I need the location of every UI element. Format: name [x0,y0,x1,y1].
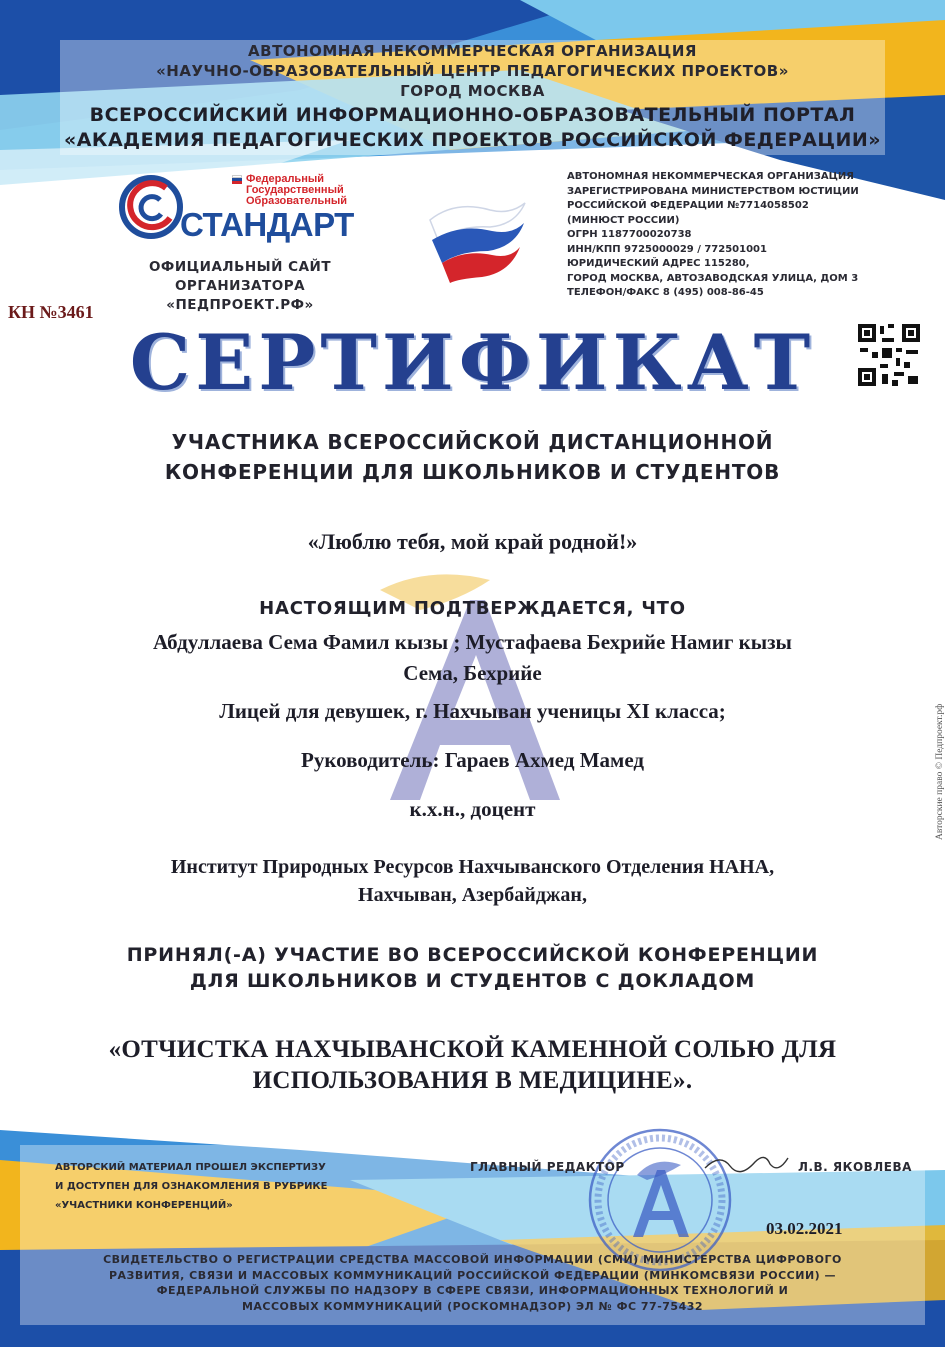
standard-emblem-icon [118,174,184,240]
expertise-line-1: АВТОРСКИЙ МАТЕРИАЛ ПРОШЕЛ ЭКСПЕРТИЗУ [55,1162,326,1173]
issue-date: 03.02.2021 [766,1219,843,1238]
org-line-1: АВТОНОМНАЯ НЕКОММЕРЧЕСКАЯ ОРГАНИЗАЦИЯ [248,42,697,60]
standard-tag-line-2: Государственный [246,184,344,196]
registration-line: РОССИЙСКОЙ ФЕДЕРАЦИИ №7714058502 [567,200,809,211]
registration-line: ГОРОД МОСКВА, АВТОЗАВОДСКАЯ УЛИЦА, ДОМ 3 [567,272,859,284]
expertise-line-2: И ДОСТУПЕН ДЛЯ ОЗНАКОМЛЕНИЯ В РУБРИКЕ [55,1181,328,1192]
registration-block [567,170,937,301]
participation-line-1: ПРИНЯЛ(-А) УЧАСТИЕ ВО ВСЕРОССИЙСКОЙ КОНФЕРЕНЦИИ [126,944,819,966]
subtitle-line-1: УЧАСТНИКА ВСЕРОССИЙСКОЙ ДИСТАНЦИОННОЙ [171,430,774,454]
expertise-block [55,1158,395,1215]
russian-flag-ribbon-icon [420,195,530,285]
media-registration [0,1252,945,1314]
subtitle-line-2: КОНФЕРЕНЦИИ ДЛЯ ШКОЛЬНИКОВ И СТУДЕНТОВ [164,460,781,484]
standard-tag-line-1: Федеральный [246,173,324,185]
media-line-2: РАЗВИТИЯ, СВЯЗИ И МАССОВЫХ КОММУНИКАЦИЙ РОССИЙСКОЙ ФЕДЕРАЦИИ (МИНКОМСВЯЗИ РОССИИ) — [108,1268,837,1282]
registration-line: ТЕЛЕФОН/ФАКС 8 (495) 008-86-45 [567,287,764,298]
signature-icon [700,1148,790,1178]
certificate-number: КН №3461 [8,302,94,322]
report-title-line-2: ИСПОЛЬЗОВАНИЯ В МЕДИЦИНЕ». [252,1067,693,1094]
standard-tag-line-3: Образовательный [246,195,348,207]
site-info-line-2: ОРГАНИЗАТОРА [174,278,306,294]
registration-line: ИНН/КПП 9725000029 / 772501001 [567,243,767,255]
org-line-3: ГОРОД МОСКВА [400,82,545,100]
registration-line: (МИНЮСТ РОССИИ) [567,214,680,226]
expertise-line-3: «УЧАСТНИКИ КОНФЕРЕНЦИЙ» [55,1200,233,1211]
editor-label: ГЛАВНЫЙ РЕДАКТОР [470,1160,625,1174]
site-info-line-1: ОФИЦИАЛЬНЫЙ САЙТ [148,259,332,275]
media-line-3: ФЕДЕРАЛЬНОЙ СЛУЖБЫ ПО НАДЗОРУ В СФЕРЕ СВЯЗИ, ИНФОРМАЦИОННЫХ ТЕХНОЛОГИЙ И [156,1284,789,1297]
conference-name: «Люблю тебя, мой край родной!» [307,529,638,554]
site-info [120,258,360,315]
portal-line-1: ВСЕРОССИЙСКИЙ ИНФОРМАЦИОННО-ОБРАЗОВАТЕЛЬНЫЙ ПОРТАЛ [89,104,856,126]
standard-word: СТАНДАРТ [180,206,354,243]
portal-line-2: «АКАДЕМИЯ ПЕДАГОГИЧЕСКИХ ПРОЕКТОВ РОССИЙСКОЙ ФЕДЕРАЦИИ» [63,129,882,151]
certificate-title: СЕРТИФИКАТ [129,318,816,407]
participants: Абдуллаева Сема Фамил кызы ; Мустафаева Бехрийе Намиг кызы [153,630,792,654]
school: Лицей для девушек, г. Нахчыван ученицы XI класса; [219,699,726,723]
small-flag-icon [232,175,242,184]
editor-name: Л.В. ЯКОВЛЕВА [798,1160,912,1174]
participants-short: Сема, Бехрийе [403,661,542,685]
confirm-heading: НАСТОЯЩИМ ПОДТВЕРЖДАЕТСЯ, ЧТО [259,598,686,619]
media-line-4: МАССОВЫХ КОММУНИКАЦИЙ (РОСКОМНАДЗОР) ЭЛ № ФС 77-75432 [241,1299,704,1313]
institute-line-2: Нахчыван, Азербайджан, [358,884,587,906]
participation-line-2: ДЛЯ ШКОЛЬНИКОВ И СТУДЕНТОВ С ДОКЛАДОМ [189,970,756,992]
registration-line: АВТОНОМНАЯ НЕКОММЕРЧЕСКАЯ ОРГАНИЗАЦИЯ [567,171,854,182]
org-line-2: «НАУЧНО-ОБРАЗОВАТЕЛЬНЫЙ ЦЕНТР ПЕДАГОГИЧЕСКИХ ПРОЕКТОВ» [156,62,789,80]
supervisor: Руководитель: Гараев Ахмед Мамед [301,748,644,772]
site-info-line-3: «ПЕДПРОЕКТ.РФ» [166,297,314,313]
registration-line: ЗАРЕГИСТРИРОВАНА МИНИСТЕРСТВОМ ЮСТИЦИИ [567,185,859,197]
media-line-1: СВИДЕТЕЛЬСТВО О РЕГИСТРАЦИИ СРЕДСТВА МАССОВОЙ ИНФОРМАЦИИ (СМИ) МИНИСТЕРСТВА ЦИФРОВОГО [103,1253,842,1266]
institute-line-1: Институт Природных Ресурсов Нахчыванского Отделения НАНА, [170,856,775,878]
supervisor-title: к.х.н., доцент [409,797,536,821]
copyright-vertical: Авторские право © Педпроект.рф [935,703,945,840]
registration-line: ЮРИДИЧЕСКИЙ АДРЕС 115280, [567,258,750,269]
standard-logo [118,174,388,246]
report-title-line-1: «ОТЧИСТКА НАХЧЫВАНСКОЙ КАМЕННОЙ СОЛЬЮ ДЛЯ [108,1036,837,1063]
registration-line: ОГРН 1187700020738 [567,229,692,240]
